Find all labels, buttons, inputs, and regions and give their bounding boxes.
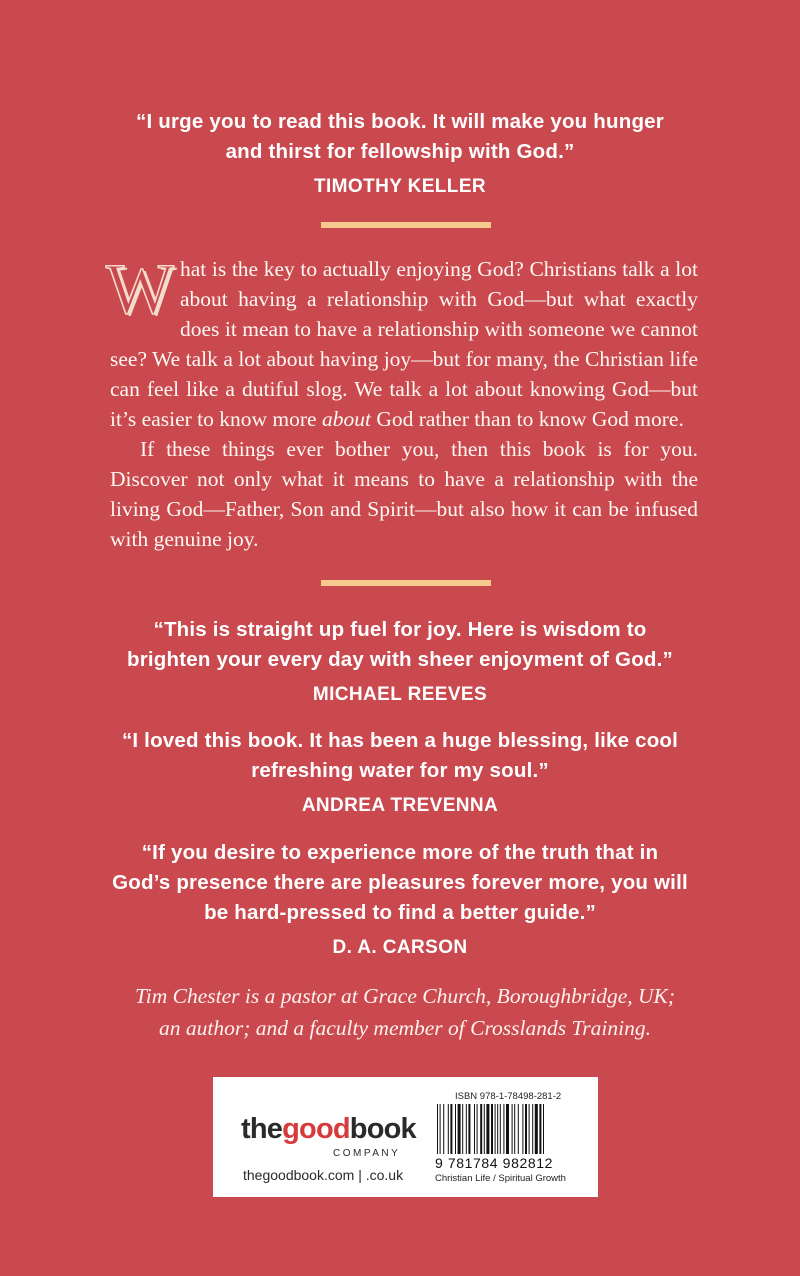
publisher-logo xyxy=(241,1113,416,1146)
barcode-icon xyxy=(435,1104,585,1156)
quote-line: be hard-pressed to find a better guide.” xyxy=(204,901,596,924)
author-bio xyxy=(110,980,700,1044)
divider-top xyxy=(321,222,491,228)
quote-line: “If you desire to experience more of the truth that in xyxy=(141,841,659,864)
logo-part: book xyxy=(349,1113,416,1145)
divider-middle xyxy=(321,580,491,586)
bio-line: an author; and a faculty member of Crosslands Training. xyxy=(159,1016,651,1040)
logo-part: good xyxy=(282,1113,350,1145)
quote-text xyxy=(100,107,700,167)
publisher-company: COMPANY xyxy=(333,1148,401,1159)
quote-line: and thirst for fellowship with God.” xyxy=(225,140,575,163)
description-paragraph-1 xyxy=(106,249,698,434)
quote-carson xyxy=(100,838,700,962)
publisher-website: thegoodbook.com | .co.uk xyxy=(243,1167,404,1183)
quote-line: “I loved this book. It has been a huge blessing, like cool xyxy=(121,729,679,752)
description-paragraph-2: If these things ever bother you, then this book is for you. Discover not only what it means to have a relationship with the living God—Father, Son and Spirit—but also how it can be infused with genuine joy. xyxy=(110,437,698,551)
description-text: hat is the key to actually enjoying God? Christians talk a lot about having a relationship with God—but what exactly does it mean to have a relationship with someone we cannot see? We talk a lot about having joy—but for many, the Christian life can feel like a dutiful slog. We talk a lot about knowing God—but it’s easier to know more xyxy=(110,257,698,431)
quote-text xyxy=(100,615,700,675)
quote-line: “This is straight up fuel for joy. Here is wisdom to xyxy=(153,618,647,641)
quote-text xyxy=(100,726,700,786)
quote-author: TIMOTHY KELLER xyxy=(313,176,487,197)
drop-cap: W xyxy=(106,249,174,329)
quote-author: D. A. CARSON xyxy=(332,937,468,958)
book-description xyxy=(106,249,698,554)
quote-trevenna xyxy=(100,726,700,820)
publisher-label xyxy=(213,1077,598,1197)
quote-line: brighten your every day with sheer enjoyment of God.” xyxy=(127,648,673,671)
barcode-digits: 9 781784 982812 xyxy=(435,1155,553,1171)
quote-line: “I urge you to read this book. It will make you hunger xyxy=(136,110,664,133)
isbn-text: ISBN 978-1-78498-281-2 xyxy=(455,1091,562,1102)
quote-author: ANDREA TREVENNA xyxy=(301,795,499,816)
quote-author: MICHAEL REEVES xyxy=(312,684,488,705)
book-category: Christian Life / Spiritual Growth xyxy=(435,1173,566,1184)
quote-line: God’s presence there are pleasures forever more, you will xyxy=(112,871,688,894)
quote-keller xyxy=(100,107,700,201)
description-emphasis: about xyxy=(321,407,371,431)
quote-text xyxy=(100,838,700,928)
logo-part: the xyxy=(241,1113,283,1145)
quote-line: refreshing water for my soul.” xyxy=(251,759,549,782)
description-text: God rather than to know God more. xyxy=(370,407,684,431)
quote-reeves xyxy=(100,615,700,709)
bio-line: Tim Chester is a pastor at Grace Church, Boroughbridge, UK; xyxy=(134,984,676,1008)
